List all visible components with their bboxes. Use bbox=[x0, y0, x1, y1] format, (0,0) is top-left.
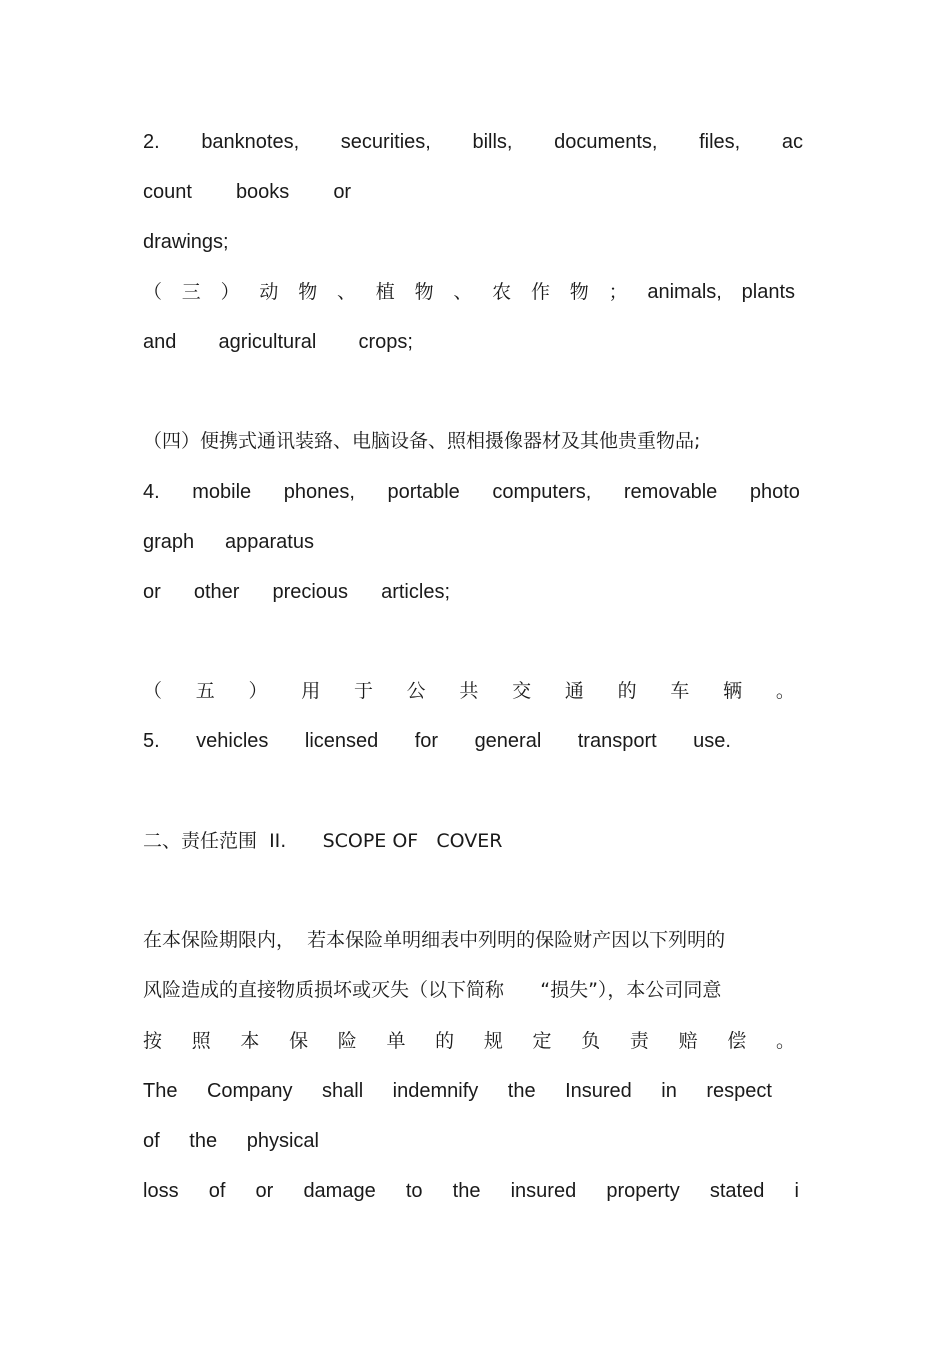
word: ； bbox=[608, 281, 628, 303]
word: 。 bbox=[775, 680, 795, 702]
text-line-mobile-phones bbox=[143, 477, 800, 507]
word: animals, bbox=[647, 281, 722, 303]
word: （ bbox=[143, 680, 163, 702]
word: and bbox=[143, 331, 177, 353]
word: Company bbox=[206, 1080, 293, 1102]
text-line-other-precious bbox=[143, 577, 450, 607]
word: 单 bbox=[386, 1030, 406, 1052]
text-line-loss-or-damage bbox=[143, 1176, 799, 1206]
word: 本 bbox=[240, 1030, 260, 1052]
word: ） bbox=[248, 680, 268, 702]
word: bills, bbox=[472, 131, 513, 153]
word: the bbox=[507, 1080, 536, 1102]
word: 于 bbox=[353, 680, 373, 702]
paragraph-text: （四）便携式通讯装臵、电脑设备、照相摄像器材及其他贵重物品; bbox=[143, 430, 701, 452]
word: 用 bbox=[301, 680, 321, 702]
word: property bbox=[606, 1180, 680, 1202]
paragraph-text: 风险造成的直接物质损坏或灭失（以下简称 “损失”），本公司同意 bbox=[143, 979, 722, 1001]
word: computers, bbox=[492, 481, 592, 503]
word: count bbox=[143, 181, 192, 203]
word: shall bbox=[322, 1080, 364, 1102]
word: 定 bbox=[532, 1030, 552, 1052]
text-line-vehicles bbox=[143, 726, 731, 756]
word: 的 bbox=[617, 680, 637, 702]
word: transport bbox=[577, 730, 657, 752]
text-line-item-four bbox=[143, 426, 803, 456]
word: 赔 bbox=[678, 1030, 698, 1052]
word: vehicles bbox=[196, 730, 269, 752]
word: of bbox=[208, 1180, 226, 1202]
word: 通 bbox=[564, 680, 584, 702]
word: 公 bbox=[406, 680, 426, 702]
word: 2. bbox=[143, 131, 160, 153]
word: removable bbox=[623, 481, 718, 503]
text-line-of-the-physical bbox=[143, 1126, 319, 1156]
word: or bbox=[333, 181, 352, 203]
section-heading-text: 二、责任范围 II. SCOPE OF COVER bbox=[143, 830, 503, 852]
word: 作 bbox=[530, 281, 550, 303]
word: 植 bbox=[375, 281, 395, 303]
word: plants bbox=[741, 281, 795, 303]
section-heading-scope-of-cover bbox=[143, 826, 803, 856]
word: books bbox=[235, 181, 290, 203]
word: in bbox=[661, 1080, 677, 1102]
word: 按 bbox=[143, 1030, 163, 1052]
word: precious bbox=[272, 581, 349, 603]
word: i bbox=[794, 1180, 799, 1202]
word: （ bbox=[143, 281, 163, 303]
word: 交 bbox=[512, 680, 532, 702]
word: The bbox=[143, 1080, 178, 1102]
word: 。 bbox=[775, 1030, 795, 1052]
word: respect bbox=[706, 1080, 772, 1102]
word: 物 bbox=[569, 281, 589, 303]
word: portable bbox=[387, 481, 460, 503]
word: 动 bbox=[259, 281, 279, 303]
word: use. bbox=[693, 730, 731, 752]
word: ） bbox=[220, 281, 240, 303]
word: or bbox=[255, 1180, 274, 1202]
text-line-cn-paragraph-2 bbox=[143, 975, 803, 1005]
word: 五 bbox=[195, 680, 215, 702]
word: the bbox=[452, 1180, 481, 1202]
text-line-drawings bbox=[143, 227, 803, 257]
word: 偿 bbox=[727, 1030, 747, 1052]
word: Insured bbox=[565, 1080, 632, 1102]
word: or bbox=[143, 581, 161, 603]
text-line-item-three bbox=[143, 277, 795, 307]
word: documents, bbox=[554, 131, 658, 153]
word: phones, bbox=[283, 481, 355, 503]
word: 、 bbox=[453, 281, 473, 303]
text-line-cn-paragraph-1 bbox=[143, 925, 803, 955]
text-line-count-books bbox=[143, 177, 803, 207]
word: physical bbox=[246, 1130, 319, 1152]
word: 4. bbox=[143, 481, 160, 503]
word: crops; bbox=[358, 331, 413, 353]
word: 物 bbox=[298, 281, 318, 303]
word: stated bbox=[709, 1180, 765, 1202]
word: articles; bbox=[381, 581, 450, 603]
word: 5. bbox=[143, 730, 160, 752]
text-line-agricultural bbox=[143, 327, 413, 357]
word: 的 bbox=[435, 1030, 455, 1052]
word: indemnify bbox=[392, 1080, 479, 1102]
word: photo bbox=[749, 481, 800, 503]
word: 规 bbox=[483, 1030, 503, 1052]
word: 负 bbox=[581, 1030, 601, 1052]
word: other bbox=[193, 581, 240, 603]
word: banknotes, bbox=[201, 131, 300, 153]
word: insured bbox=[510, 1180, 577, 1202]
text-line-company-shall bbox=[143, 1076, 772, 1106]
word: 责 bbox=[629, 1030, 649, 1052]
word: 三 bbox=[181, 281, 201, 303]
word: 、 bbox=[336, 281, 356, 303]
word: the bbox=[189, 1130, 218, 1152]
word: 农 bbox=[492, 281, 512, 303]
word: damage bbox=[303, 1180, 376, 1202]
word: securities, bbox=[340, 131, 431, 153]
word: mobile bbox=[192, 481, 252, 503]
paragraph-text: 在本保险期限内， 若本保险单明细表中列明的保险财产因以下列明的 bbox=[143, 929, 726, 951]
word: agricultural bbox=[218, 331, 317, 353]
word: 车 bbox=[670, 680, 690, 702]
word: to bbox=[405, 1180, 423, 1202]
word: files, bbox=[699, 131, 741, 153]
word: 共 bbox=[459, 680, 479, 702]
word: drawings; bbox=[143, 231, 229, 253]
word: loss bbox=[143, 1180, 179, 1202]
word: 保 bbox=[289, 1030, 309, 1052]
word: apparatus bbox=[225, 531, 314, 553]
word: 物 bbox=[414, 281, 434, 303]
word: ac bbox=[781, 131, 803, 153]
word: for bbox=[414, 730, 439, 752]
word: licensed bbox=[304, 730, 379, 752]
text-line-cn-paragraph-3 bbox=[143, 1026, 795, 1056]
word: graph bbox=[143, 531, 195, 553]
word: 险 bbox=[337, 1030, 357, 1052]
word: of bbox=[143, 1130, 160, 1152]
text-line-banknotes bbox=[143, 127, 803, 157]
text-line-item-five bbox=[143, 676, 795, 706]
word: 辆 bbox=[723, 680, 743, 702]
word: general bbox=[474, 730, 542, 752]
word: 照 bbox=[191, 1030, 211, 1052]
text-line-graph-apparatus bbox=[143, 527, 314, 557]
